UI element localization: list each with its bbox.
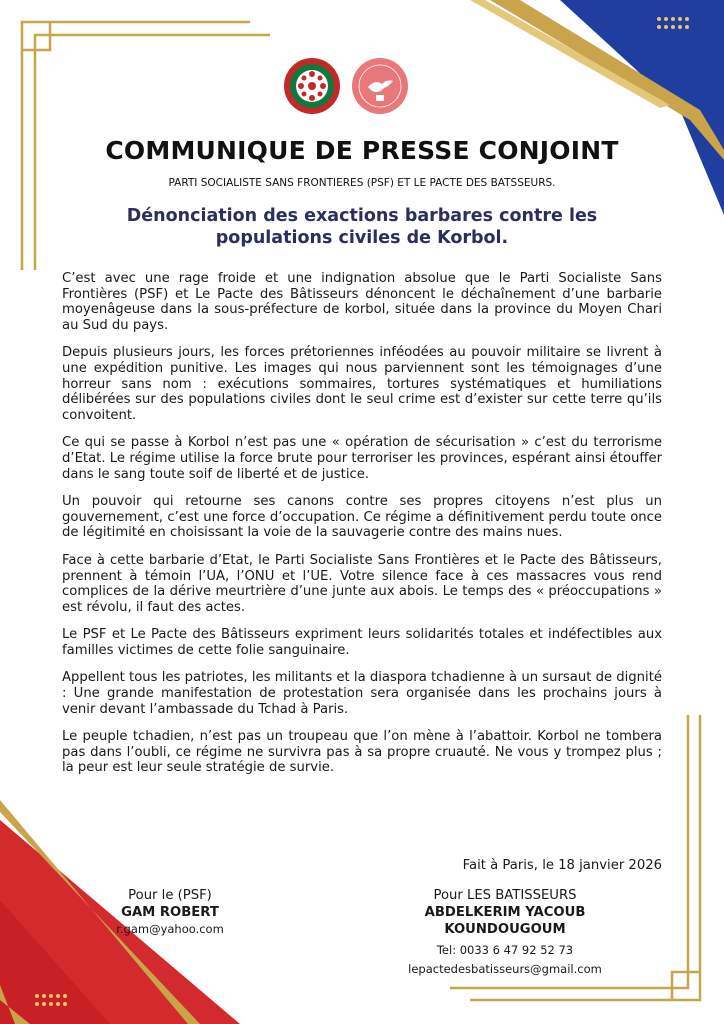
signature-psf-for: Pour le (PSF) [128,888,212,903]
signature-batisseurs-email: lepactedesbatisseurs@gmail.com [408,962,602,976]
paragraph-2: Depuis plusieurs jours, les forces prétoriennes inféodées au pouvoir militaire se livrent à une expédition punitive. Les images qui nous parviennent sont les témoignages d’une horreur sans nom : exécutions sommaires, tortures systématiques et humiliations délibérées sur des populations civiles dont le seul crime est d’exister sur cette terre qu’ils convoitent. [62,345,662,423]
headline [80,205,644,249]
signature-batisseurs-for: Pour LES BATISSEURS [433,888,577,903]
headline-line-1: Dénonciation des exactions barbares contre les [126,206,598,226]
body-text [62,271,662,788]
signature-psf-email: r.gam@yahoo.com [116,922,224,936]
paragraph-7: Appellent tous les patriotes, les militants et la diaspora tchadienne à un sursaut de dignité : Une grande manifestation de protestation sera organisée dans les prochains jours à venir devant l’ambassade du Tchad à Paris. [62,670,662,717]
paragraph-1: C’est avec une rage froide et une indignation absolue que le Parti Socialiste Sans Frontières (PSF) et Le Pacte des Bâtisseurs dénoncent le déchaînement d’une barbarie moyenâgeuse dans la sous-préfecture de korbol, située dans la province du Moyen Chari au Sud du pays. [62,271,662,333]
date-line: Fait à Paris, le 18 janvier 2026 [462,858,662,873]
signature-batisseurs-tel: Tel: 0033 6 47 92 52 73 [436,943,574,957]
paragraph-4: Un pouvoir qui retourne ses canons contre ses propres citoyens n’est plus un gouvernement, c’est une force d’occupation. Ce régime a définitivement perdu toute once de légitimité en choisissant la voie de la sauvagerie contre des mains nues. [62,494,662,541]
signature-psf [80,887,260,938]
page-title: COMMUNIQUE DE PRESSE CONJOINT [105,136,619,165]
headline-line-2: populations civiles de Korbol. [215,228,509,248]
signature-batisseurs-name-2: KOUNDOUGOUM [444,922,566,937]
psf-logo [283,57,341,115]
paragraph-5: Face à cette barbarie d’Etat, le Parti Socialiste Sans Frontières et le Pacte des Bâtisseurs, prennent à témoin l’UA, l’ONU et l’UE. Votre silence face à ces massacres vous rend complices de la dérive meurtrière d’une junte aux abois. Le temps des « préoccupations » est révolu, il faut des actes. [62,552,662,615]
logos [283,57,423,117]
paragraph-3: Ce qui se passe à Korbol n’est pas une « opération de sécurisation » c’est du terrorisme d’Etat. Le régime utilise la force brute pour terroriser les provinces, espérant ainsi étouffer dans le sang toute soif de liberté et de justice. [62,435,662,482]
signature-psf-name: GAM ROBERT [121,905,219,920]
paragraph-6: Le PSF et Le Pacte des Bâtisseurs expriment leurs solidarités totales et indéfectibles aux familles victimes de cette folie sanguinaire. [62,627,662,658]
batisseurs-logo [351,57,409,115]
signature-batisseurs [385,887,625,978]
page-subtitle: PARTI SOCIALISTE SANS FRONTIERES (PSF) ET LE PACTE DES BATSSEURS. [168,177,556,189]
paragraph-8: Le peuple tchadien, n’est pas un troupeau que l’on mène à l’abattoir. Korbol ne tombera pas dans l’oubli, ce régime ne survivra pas à sa propre cruauté. Ne vous y trompez plus ; la peur est leur seule stratégie de survie. [62,729,662,776]
signature-batisseurs-name-1: ABDELKERIM YACOUB [424,905,586,920]
